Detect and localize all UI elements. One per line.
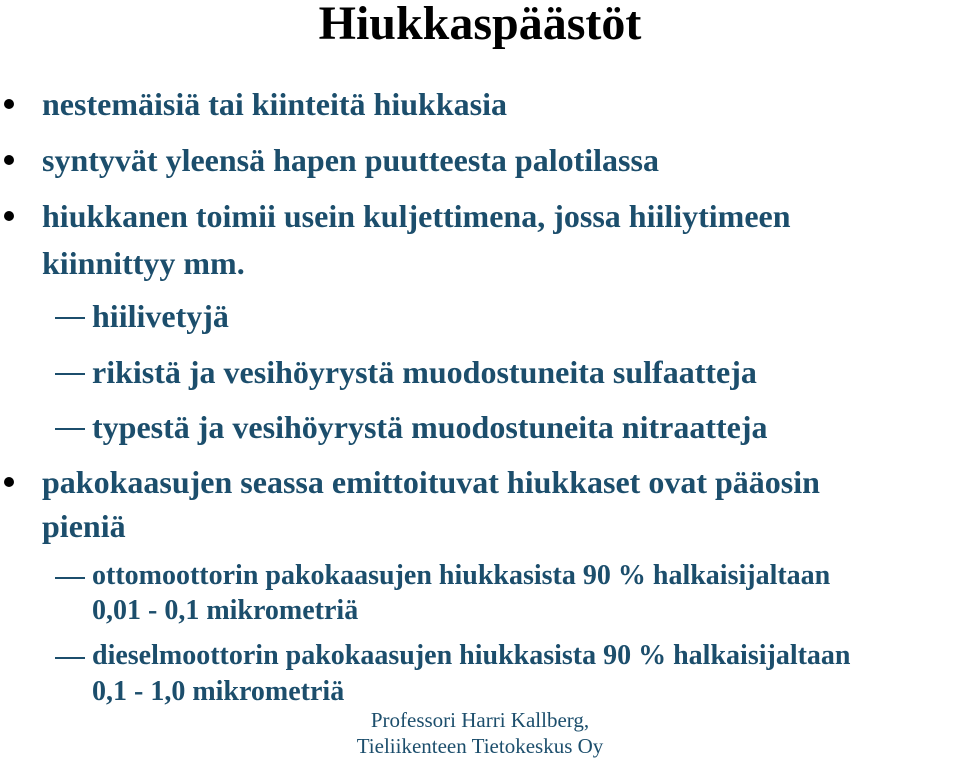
sub-bullet-text: rikistä ja vesihöyrystä muodostuneita sulfaatteja xyxy=(92,354,757,390)
bullet-text: hiukkanen toimii usein kuljettimena, jossa hiiliytimeen xyxy=(42,198,791,234)
bullet-icon xyxy=(4,211,14,221)
bullet-text-continued: kiinnittyy mm. xyxy=(42,245,245,281)
dash-icon xyxy=(55,373,85,375)
dash-icon xyxy=(55,577,85,579)
bullet-text: nestemäisiä tai kiinteitä hiukkasia xyxy=(42,86,507,122)
bullet-icon xyxy=(4,155,14,165)
bullet-icon xyxy=(4,477,14,487)
dash-icon xyxy=(55,317,85,319)
bullet-text: syntyvät yleensä hapen puutteesta palotilassa xyxy=(42,142,659,178)
sub-bullet-text: ottomoottorin pakokaasujen hiukkasista 90 % halkaisijaltaan xyxy=(92,560,831,591)
dash-icon xyxy=(55,428,85,430)
bullet-text-continued: pieniä xyxy=(42,508,126,544)
footer-organization: Tieliikenteen Tietokeskus Oy xyxy=(356,734,604,758)
slide-title: Hiukkaspäästöt xyxy=(318,0,642,50)
sub-bullet-text: dieselmoottorin pakokaasujen hiukkasista 90 % halkaisijaltaan xyxy=(92,640,851,671)
sub-bullet-text-continued: 0,01 - 0,1 mikrometriä xyxy=(92,595,359,626)
dash-icon xyxy=(55,657,85,659)
sub-bullet-text: typestä ja vesihöyrystä muodostuneita nitraatteja xyxy=(92,409,768,445)
sub-bullet-text: hiilivetyjä xyxy=(92,298,229,334)
footer-author: Professori Harri Kallberg, xyxy=(370,708,590,732)
bullet-icon xyxy=(4,99,14,109)
bullet-text: pakokaasujen seassa emittoituvat hiukkaset ovat pääosin xyxy=(42,464,820,500)
sub-bullet-text-continued: 0,1 - 1,0 mikrometriä xyxy=(92,676,345,707)
